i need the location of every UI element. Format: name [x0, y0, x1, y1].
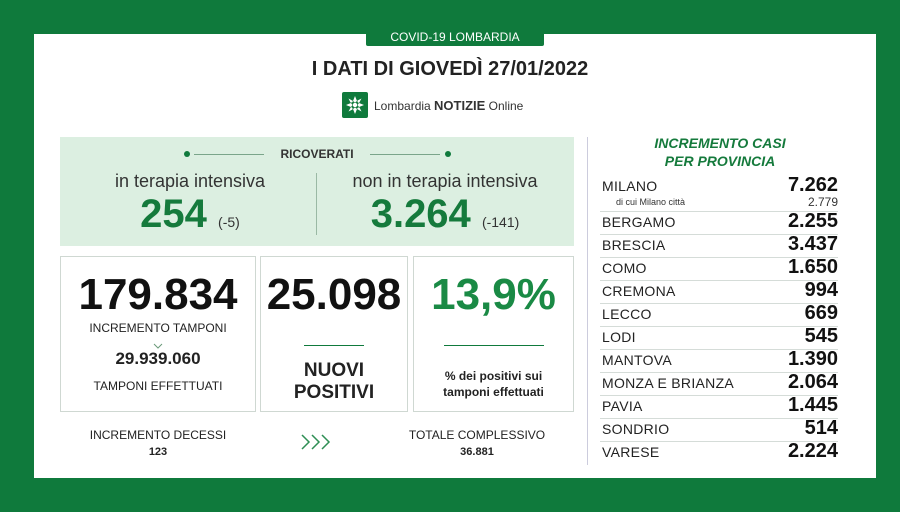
- non-terapia-intensiva-delta: (-141): [481, 214, 520, 230]
- chevron-down-icon: [153, 337, 163, 345]
- nuovi-positivi-label-1: NUOVI: [303, 360, 365, 381]
- province-row: [600, 281, 838, 304]
- province-title-line-2: PER PROVINCIA: [664, 153, 776, 169]
- tamponi-increment-label: INCREMENTO TAMPONI: [89, 321, 227, 335]
- province-value: 1.390: [787, 348, 838, 370]
- province-name: BRESCIA: [602, 237, 666, 253]
- heading-dot-right: [445, 151, 451, 157]
- milano-citta-value: 2.779: [807, 195, 838, 209]
- province-row-milano: [600, 176, 838, 212]
- province-name: BERGAMO: [602, 214, 676, 230]
- province-name: SONDRIO: [602, 421, 670, 437]
- page-title: I DATI DI GIOVEDÌ 27/01/2022: [311, 58, 589, 80]
- province-name: MILANO: [602, 178, 658, 194]
- province-row: [600, 419, 838, 442]
- province-name: LODI: [602, 329, 636, 345]
- province-row: [600, 304, 838, 327]
- province-value: 545: [804, 325, 838, 347]
- percentuale-rule: [444, 345, 544, 346]
- tamponi-total-label: TAMPONI EFFETTUATI: [93, 379, 223, 393]
- decessi-increment-label: INCREMENTO DECESSI: [89, 428, 227, 442]
- logo-suffix: Online: [488, 98, 524, 113]
- non-terapia-intensiva-block: [330, 171, 560, 244]
- province-value: 1.445: [787, 394, 838, 416]
- lombardia-rose-icon: [342, 92, 368, 118]
- province-row: [600, 235, 838, 258]
- non-terapia-intensiva-label: non in terapia intensiva: [352, 171, 538, 191]
- percentuale-label-2: tamponi effettuati: [443, 385, 544, 399]
- tamponi-increment-value: 179.834: [78, 270, 238, 319]
- ricoverati-divider: [316, 173, 317, 235]
- province-value: 7.262: [787, 174, 838, 196]
- ricoverati-panel: [60, 137, 574, 246]
- province-name: MANTOVA: [602, 352, 673, 368]
- province-table: [600, 176, 838, 465]
- tamponi-box: [60, 256, 256, 412]
- province-row: [600, 373, 838, 396]
- province-name: MONZA E BRIANZA: [602, 375, 735, 391]
- triple-chevron-right-icon: [298, 432, 338, 458]
- province-value: 2.224: [787, 440, 838, 462]
- terapia-intensiva-delta: (-5): [218, 214, 240, 230]
- decessi-total-label: TOTALE COMPLESSIVO: [408, 428, 546, 442]
- province-title: [602, 134, 838, 170]
- province-value: 669: [804, 302, 838, 324]
- ricoverati-heading: RICOVERATI: [280, 147, 354, 161]
- province-row: [600, 327, 838, 350]
- province-value: 2.064: [787, 371, 838, 393]
- decessi-increment-value: 123: [148, 446, 168, 458]
- province-value: 514: [804, 417, 838, 439]
- province-name: COMO: [602, 260, 647, 276]
- percentuale-box: [413, 256, 574, 412]
- province-name: VARESE: [602, 444, 660, 460]
- province-row: [600, 442, 838, 465]
- tamponi-total-value: 29.939.060: [115, 349, 201, 368]
- province-row: [600, 258, 838, 281]
- percentuale-value: 13,9%: [431, 270, 556, 319]
- province-title-line-1: INCREMENTO CASI: [654, 135, 786, 151]
- column-divider: [587, 137, 588, 465]
- terapia-intensiva-block: [80, 171, 300, 244]
- province-row: [600, 212, 838, 235]
- province-value: 1.650: [787, 256, 838, 278]
- decessi-total-block: [380, 428, 574, 458]
- province-row: [600, 396, 838, 419]
- logo-brand: Lombardia: [374, 98, 431, 113]
- province-value: 994: [804, 279, 838, 301]
- terapia-intensiva-label: in terapia intensiva: [114, 171, 266, 191]
- non-terapia-intensiva-value-line: [330, 192, 560, 244]
- logo-bold: NOTIZIE: [434, 97, 486, 113]
- nuovi-positivi-rule: [304, 345, 364, 346]
- province-value: 3.437: [787, 233, 838, 255]
- terapia-intensiva-value-line: [80, 192, 300, 244]
- logo-wordmark: [374, 98, 523, 113]
- province-row: [600, 350, 838, 373]
- province-name: CREMONA: [602, 283, 676, 299]
- milano-citta-label: di cui Milano città: [616, 197, 686, 207]
- province-name: PAVIA: [602, 398, 643, 414]
- lombardia-notizie-logo: [342, 91, 523, 119]
- heading-rule-right: [370, 154, 440, 155]
- region-badge: COVID-19 LOMBARDIA: [366, 28, 544, 46]
- non-terapia-intensiva-value: 3.264: [370, 192, 471, 236]
- decessi-increment-block: [60, 428, 256, 458]
- decessi-total-value: 36.881: [460, 446, 494, 458]
- province-name: LECCO: [602, 306, 652, 322]
- terapia-intensiva-value: 254: [140, 192, 207, 236]
- nuovi-positivi-label-2: POSITIVI: [293, 382, 375, 403]
- province-value: 2.255: [787, 210, 838, 232]
- nuovi-positivi-box: [260, 256, 408, 412]
- percentuale-label-1: % dei positivi sui: [444, 369, 543, 383]
- nuovi-positivi-value: 25.098: [266, 270, 402, 319]
